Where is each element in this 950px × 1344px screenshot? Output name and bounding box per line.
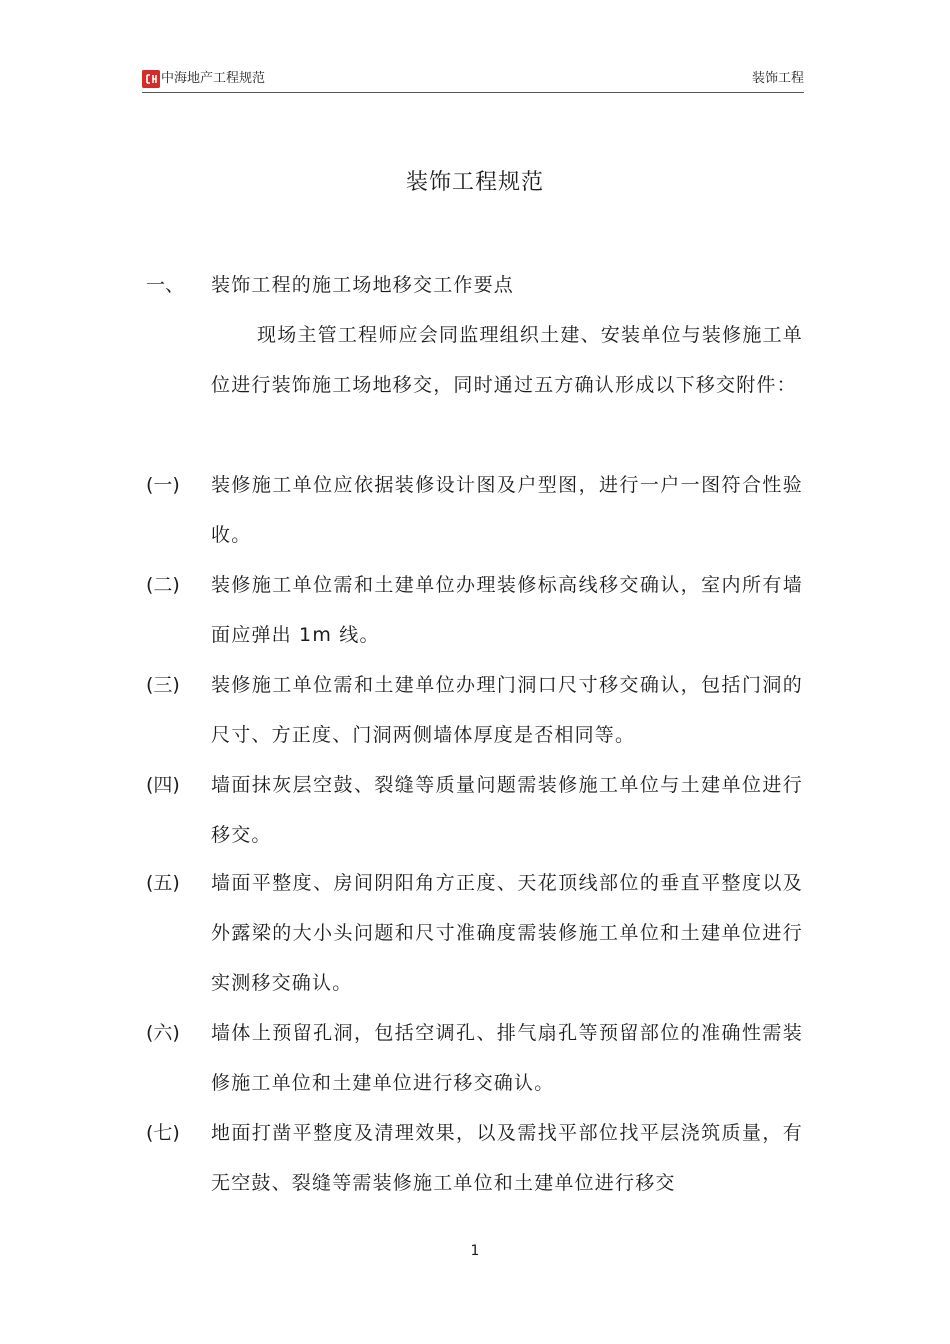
- document-title: 装饰工程规范: [405, 170, 544, 195]
- list-item-text: 墙面抹灰层空鼓、裂缝等质量问题需装修施工单位与土建单位进行移交。: [211, 774, 803, 846]
- list-item-number: (六): [146, 1022, 180, 1044]
- company-logo-icon: [142, 70, 160, 88]
- header-org-name: 中海地产工程规范: [161, 71, 266, 86]
- list-item-number: (四): [146, 774, 180, 796]
- section-heading-text: 装饰工程的施工场地移交工作要点: [211, 274, 515, 296]
- list-item-number: (一): [146, 474, 180, 496]
- list-item-text: 墙面平整度、房间阴阳角方正度、天花顶线部位的垂直平整度以及外露梁的大小头问题和尺寸准确度需装修施工单位和土建单位进行实测移交确认。: [211, 872, 803, 994]
- list-item-text: 装修施工单位需和土建单位办理门洞口尺寸移交确认，包括门洞的尺寸、方正度、门洞两侧墙体厚度是否相同等。: [211, 674, 803, 746]
- list-item-text: 墙体上预留孔洞，包括空调孔、排气扇孔等预留部位的准确性需装修施工单位和土建单位进行移交确认。: [211, 1022, 803, 1094]
- list-item-text: 地面打凿平整度及清理效果，以及需找平部位找平层浇筑质量，有无空鼓、裂缝等需装修施工单位和土建单位进行移交: [211, 1122, 803, 1194]
- section-number: 一、: [146, 274, 185, 296]
- list-item-text: 装修施工单位应依据装修设计图及户型图，进行一户一图符合性验收。: [211, 474, 803, 546]
- page-number: 1: [470, 1243, 480, 1259]
- page-header: [142, 68, 804, 93]
- list-item-number: (五): [146, 872, 180, 894]
- list-item-number: (七): [146, 1122, 180, 1144]
- list-item-text: 装修施工单位需和土建单位办理装修标高线移交确认，室内所有墙面应弹出 1m 线。: [211, 574, 803, 646]
- header-section-label: 装饰工程: [751, 71, 804, 86]
- list-item-number: (二): [146, 574, 180, 596]
- section-intro-text: 现场主管工程师应会同监理组织土建、安装单位与装修施工单位进行装饰施工场地移交，同时通过五方确认形成以下移交附件：: [211, 324, 803, 396]
- list-item-number: (三): [146, 674, 180, 696]
